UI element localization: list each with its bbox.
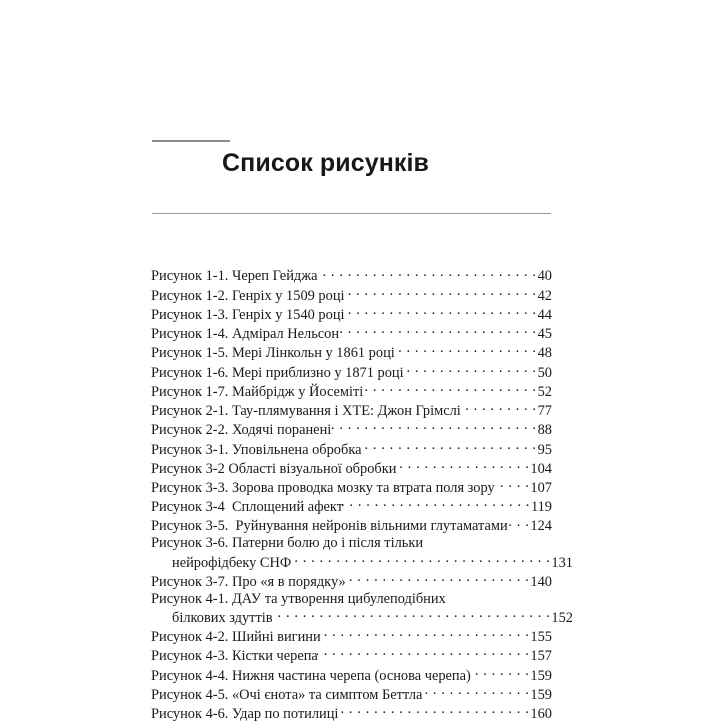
list-item[interactable] bbox=[151, 401, 552, 420]
figure-label-continuation-row bbox=[151, 607, 573, 626]
figure-entry-row bbox=[151, 684, 552, 703]
figure-entry-row bbox=[151, 627, 552, 646]
dot-leader bbox=[362, 381, 536, 395]
heading-block bbox=[152, 140, 552, 178]
dot-leader bbox=[404, 362, 536, 376]
page-title: Список рисунків bbox=[222, 149, 430, 177]
figure-label: Рисунок 4-2. Шийні вигини bbox=[151, 629, 321, 646]
figure-label: Рисунок 1-1. Череп Гейджа bbox=[151, 268, 318, 285]
dot-leader bbox=[342, 497, 530, 511]
figure-entry-row bbox=[151, 401, 552, 420]
page-number: 40 bbox=[537, 268, 552, 285]
list-item[interactable] bbox=[151, 324, 552, 343]
page-number: 88 bbox=[537, 422, 552, 439]
figure-entry-row bbox=[151, 646, 552, 665]
list-item[interactable] bbox=[151, 627, 552, 646]
page-number: 152 bbox=[551, 609, 573, 626]
figure-label-continuation-row bbox=[151, 552, 573, 571]
figure-entry-row bbox=[151, 362, 552, 381]
figure-entry-row bbox=[151, 324, 552, 343]
list-item[interactable] bbox=[151, 646, 552, 665]
dot-leader bbox=[495, 478, 529, 492]
list-item[interactable] bbox=[151, 420, 552, 439]
page-number: 160 bbox=[530, 706, 552, 722]
figure-entry-row bbox=[151, 516, 552, 535]
figure-entry-row bbox=[151, 381, 552, 400]
dot-leader bbox=[470, 665, 530, 679]
list-item[interactable] bbox=[151, 535, 573, 571]
dot-leader bbox=[338, 324, 537, 338]
dot-leader bbox=[394, 343, 537, 357]
figure-label: Рисунок 3-4 Сплощений афект bbox=[151, 499, 343, 516]
figure-entry-row bbox=[151, 439, 552, 458]
list-item[interactable] bbox=[151, 458, 552, 477]
dot-leader bbox=[362, 439, 537, 453]
list-item[interactable] bbox=[151, 439, 552, 458]
dot-leader bbox=[272, 607, 551, 621]
figure-label: Рисунок 1-7. Майбрідж у Йосеміті bbox=[151, 383, 364, 400]
figure-label-continuation: білкових здуттів bbox=[172, 609, 273, 626]
page-number: 159 bbox=[530, 667, 552, 684]
dot-leader bbox=[346, 571, 529, 585]
figure-label: Рисунок 3-2 Області візуальної обробки bbox=[151, 460, 397, 477]
figure-label: Рисунок 4-4. Нижня частина черепа (основа черепа) bbox=[151, 667, 471, 684]
dot-leader bbox=[290, 552, 550, 566]
figure-label: Рисунок 2-2. Ходячі поранені bbox=[151, 422, 332, 439]
page-number: 44 bbox=[537, 306, 552, 323]
page-number: 95 bbox=[537, 441, 552, 458]
figure-label: Рисунок 1-2. Генріх у 1509 році bbox=[151, 287, 345, 304]
list-item[interactable] bbox=[151, 304, 552, 323]
dot-leader bbox=[423, 684, 529, 698]
list-item[interactable] bbox=[151, 590, 573, 627]
figure-label: Рисунок 3-1. Уповільнена обробка bbox=[151, 441, 362, 458]
figure-label: Рисунок 4-3. Кістки черепа bbox=[151, 648, 318, 665]
page-number: 119 bbox=[530, 499, 552, 516]
page-number: 131 bbox=[551, 554, 573, 571]
figure-entry-row bbox=[151, 458, 552, 477]
list-item[interactable] bbox=[151, 343, 552, 362]
page-number: 124 bbox=[530, 518, 552, 535]
figure-entry-row bbox=[151, 304, 552, 323]
page-number: 104 bbox=[530, 460, 552, 477]
page-number: 107 bbox=[530, 479, 552, 496]
dot-leader bbox=[461, 401, 536, 415]
list-item[interactable] bbox=[151, 362, 552, 381]
page-number: 140 bbox=[530, 573, 552, 590]
list-item[interactable] bbox=[151, 381, 552, 400]
page-number: 77 bbox=[537, 403, 552, 420]
page-number: 52 bbox=[537, 383, 552, 400]
figure-entry-row bbox=[151, 285, 552, 304]
list-item[interactable] bbox=[151, 478, 552, 497]
list-item[interactable] bbox=[151, 684, 552, 703]
page-number: 45 bbox=[537, 326, 552, 343]
list-item[interactable] bbox=[151, 285, 552, 304]
page-number: 159 bbox=[530, 686, 552, 703]
figure-entry-row bbox=[151, 665, 552, 684]
figure-label: Рисунок 1-5. Мері Лінкольн у 1861 році bbox=[151, 345, 395, 362]
list-of-figures bbox=[151, 266, 573, 723]
figure-label: Рисунок 3-6. Патерни болю до і після тільки bbox=[151, 535, 424, 552]
figure-label: Рисунок 3-5. Руйнування нейронів вільними глутаматами bbox=[151, 518, 508, 535]
figure-label: Рисунок 4-6. Удар по потилиці bbox=[151, 706, 339, 722]
page-number: 48 bbox=[537, 345, 552, 362]
dot-leader bbox=[508, 516, 529, 530]
list-item[interactable] bbox=[151, 571, 552, 590]
list-item[interactable] bbox=[151, 665, 552, 684]
dot-leader bbox=[344, 285, 537, 299]
dot-leader bbox=[330, 420, 536, 434]
figure-entry-row bbox=[151, 478, 552, 497]
figure-label-continuation: нейрофідбеку СНФ bbox=[172, 554, 292, 571]
list-item[interactable] bbox=[151, 497, 552, 516]
figure-entry-row bbox=[151, 571, 552, 590]
list-item[interactable] bbox=[151, 266, 552, 285]
page-number: 50 bbox=[537, 364, 552, 381]
figure-entry-row bbox=[151, 420, 552, 439]
dot-leader bbox=[337, 704, 529, 718]
page-number: 157 bbox=[530, 648, 552, 665]
dot-leader bbox=[344, 304, 537, 318]
figure-label: Рисунок 3-7. Про «я в порядку» bbox=[151, 573, 346, 590]
figure-label: Рисунок 1-6. Мері приблизно у 1871 році bbox=[151, 364, 404, 381]
dot-leader bbox=[397, 458, 529, 472]
figure-label: Рисунок 3-3. Зорова проводка мозку та втрата поля зору bbox=[151, 479, 495, 496]
dot-leader bbox=[317, 266, 537, 280]
list-item[interactable] bbox=[151, 516, 552, 535]
figure-entry-row bbox=[151, 343, 552, 362]
figure-label: Рисунок 4-5. «Очі єнота» та симптом Беттла bbox=[151, 686, 423, 703]
figure-label: Рисунок 4-1. ДАУ та утворення цибулеподібних bbox=[151, 590, 446, 607]
figure-entry-row bbox=[151, 266, 552, 285]
figure-label: Рисунок 1-3. Генріх у 1540 році bbox=[151, 306, 345, 323]
dot-leader bbox=[317, 646, 530, 660]
figure-entry-row bbox=[151, 497, 552, 516]
dot-leader bbox=[321, 627, 529, 641]
figure-label: Рисунок 2-1. Тау-плямування і ХТЕ: Джон Грімслі bbox=[151, 403, 461, 420]
figure-label: Рисунок 1-4. Адмірал Нельсон bbox=[151, 326, 340, 343]
heading-rule-long bbox=[152, 213, 551, 214]
page-number: 42 bbox=[537, 287, 552, 304]
page-number: 155 bbox=[530, 629, 552, 646]
